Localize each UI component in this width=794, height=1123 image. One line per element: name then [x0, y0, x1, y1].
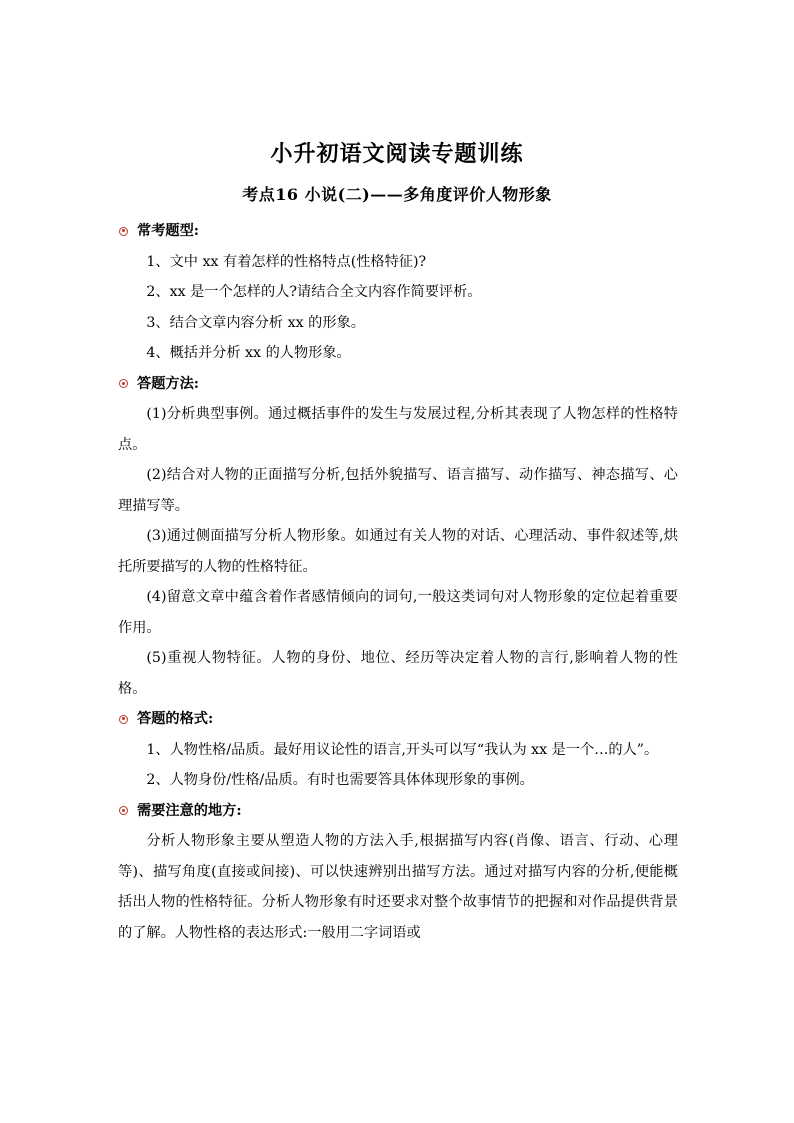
heading-text: 答题方法:	[137, 375, 199, 392]
method-item: (5)重视人物特征。人物的身份、地位、经历等决定着人物的言行,影响着人物的性格。	[118, 650, 678, 697]
method-item: (1)分析典型事例。通过概括事件的发生与发展过程,分析其表现了人物怎样的性格特点。	[118, 406, 678, 453]
section-heading-format	[118, 704, 678, 735]
document-subtitle: 考点16 小说(二)——多角度评价人物形象	[242, 185, 552, 204]
format-item: 1、人物性格/品质。最好用议论性的语言,开头可以写“我认为 xx 是一个…的人”。	[146, 741, 659, 758]
notes-paragraph: 分析人物形象主要从塑造人物的方法入手,根据描写内容(肖像、语言、行动、心理等)、描写角度(直接或间接)、可以快速辨别出描写方法。通过对描写内容的分析,便能概括出人物的性格特征。分析人物形象有时还要求对整个故事情节的把握和对作品提供背景的了解。人物性格的表达形式:一般用二字词语或	[118, 833, 678, 941]
bullet-icon	[119, 227, 128, 236]
bullet-icon	[119, 715, 128, 724]
document-title: 小升初语文阅读专题训练	[270, 141, 524, 167]
heading-text: 常考题型:	[137, 223, 199, 239]
section-heading-methods	[118, 369, 678, 400]
section-heading-question-types	[118, 216, 678, 247]
question-type-item: 3、结合文章内容分析 xx 的形象。	[146, 314, 365, 331]
heading-text: 答题的格式:	[137, 711, 214, 727]
question-type-item: 1、文中 xx 有着怎样的性格特点(性格特征)?	[146, 253, 427, 270]
format-item: 2、人物身份/性格/品质。有时也需要答具体体现形象的事例。	[146, 772, 534, 788]
method-item: (4)留意文章中蕴含着作者感情倾向的词句,一般这类词句对人物形象的定位起着重要作用。	[118, 589, 678, 636]
method-item: (2)结合对人物的正面描写分析,包括外貌描写、语言描写、动作描写、神态描写、心理描写等。	[118, 467, 678, 514]
bullet-icon	[119, 806, 128, 815]
method-item: (3)通过侧面描写分析人物形象。如通过有关人物的对话、心理活动、事件叙述等,烘托所要描写的人物的性格特征。	[118, 528, 678, 575]
section-heading-notes	[118, 796, 678, 827]
heading-text: 需要注意的地方:	[137, 802, 242, 819]
question-type-item: 4、概括并分析 xx 的人物形象。	[146, 345, 351, 361]
bullet-icon	[119, 379, 128, 388]
question-type-item: 2、xx 是一个怎样的人?请结合全文内容作简要评析。	[146, 284, 482, 300]
document-content	[118, 216, 678, 948]
